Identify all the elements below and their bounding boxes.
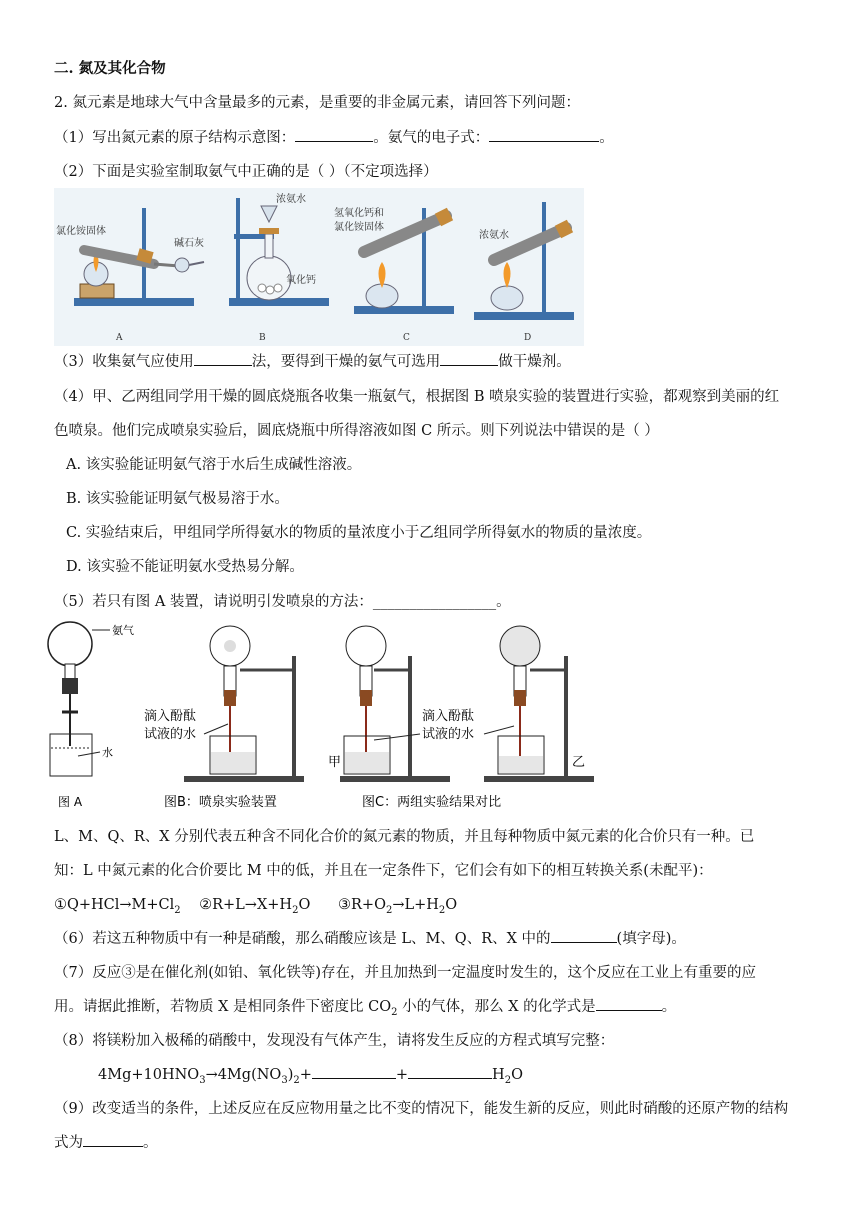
- answer-blank[interactable]: [551, 928, 617, 943]
- answer-blank[interactable]: [440, 351, 498, 366]
- answer-blank[interactable]: [295, 127, 373, 142]
- answer-blank[interactable]: [312, 1064, 396, 1079]
- fig-label: 氢氧化钙和: [334, 208, 384, 219]
- paragraph-lmqrx-line1: L、M、Q、R、X 分别代表五种含不同化合价的氮元素的物质，并且每种物质中氮元素的化合价只有一种。已: [54, 829, 755, 845]
- option-b: B. 该实验能证明氨气极易溶于水。: [66, 491, 289, 507]
- equation-blank-line: $4Mg+10HNO_3\to 4Mg(NO_3)_2+ + H_2O$: [98, 1064, 523, 1086]
- ammonia-preparation-figure: [54, 188, 584, 346]
- fig-label: 碱石灰: [174, 238, 204, 249]
- fig-label: 浓氨水: [479, 230, 509, 241]
- question-2-7-line2: 用。请据此推断，若物质 X 是相同条件下密度比 $CO_2$ 小的气体，那么 X 的化学式是 。: [54, 996, 676, 1018]
- question-2-9-line2: 式为 。: [54, 1132, 158, 1154]
- fig-caption: C: [403, 333, 410, 343]
- fig-label: 试液的水: [144, 727, 197, 742]
- option-a: A. 该实验能证明氨气溶于水后生成碱性溶液。: [66, 457, 362, 473]
- option-d: D. 该实验不能证明氨水受热易分解。: [66, 559, 304, 575]
- fig-label: 氧化钙: [286, 275, 316, 286]
- fig-caption: 图C：两组实验结果对比: [362, 795, 502, 810]
- fig-caption: 图 A: [58, 795, 83, 809]
- option-c: C. 实验结束后，甲组同学所得氨水的物质的量浓度小于乙组同学所得氨水的物质的量浓度。: [66, 525, 652, 541]
- answer-blank[interactable]: [194, 351, 252, 366]
- fig-label: 滴入酚酞: [144, 709, 197, 724]
- fig-label: 甲: [328, 755, 342, 770]
- reaction-equations: $①Q+HCl\to M+Cl_2$ $②R+L\to X+H_2O$ $③R+O_2\to L+H_2O$: [54, 897, 458, 916]
- fig-label: 氯化铵固体: [56, 226, 106, 237]
- question-2-3: （3）收集氨气应使用 法，要得到干燥的氨气可选用 做干燥剂。: [54, 351, 571, 373]
- question-2-5: （5）若只有图 A 装置，请说明引发喷泉的方法：_________________。: [54, 594, 511, 610]
- question-2-intro: 2. 氮元素是地球大气中含量最多的元素，是重要的非金属元素，请回答下列问题：: [54, 95, 580, 111]
- fig-caption: 图B：喷泉实验装置: [164, 795, 277, 810]
- answer-blank[interactable]: [83, 1132, 143, 1147]
- answer-blank[interactable]: [489, 127, 599, 142]
- question-2-4-line1: （4）甲、乙两组同学用干燥的圆底烧瓶各收集一瓶氨气，根据图 B 喷泉实验的装置进行实验，都观察到美丽的红: [54, 389, 780, 405]
- fig-label: 浓氨水: [276, 194, 306, 205]
- fig-label: 氨气: [112, 624, 134, 637]
- fountain-experiment-figure: [44, 616, 604, 812]
- question-2-4-line2: 色喷泉。他们完成喷泉实验后，圆底烧瓶中所得溶液如图 C 所示。则下列说法中错误的是（ ）: [54, 423, 659, 439]
- fig-caption: A: [116, 333, 123, 343]
- answer-blank[interactable]: [408, 1064, 492, 1079]
- fig-caption: B: [259, 333, 266, 343]
- paragraph-lmqrx-line2: 知：L 中氮元素的化合价要比 M 中的低，并且在一定条件下，它们会有如下的相互转换关系(未配平)：: [54, 863, 713, 879]
- question-2-6: （6）若这五种物质中有一种是硝酸，那么硝酸应该是 L、M、Q、R、X 中的 (填字母)。: [54, 928, 686, 950]
- fig-caption: D: [524, 333, 532, 343]
- fig-label: 乙: [572, 755, 586, 770]
- question-2-9-line1: （9）改变适当的条件，上述反应在反应物用量之比不变的情况下，能发生新的反应，则此时硝酸的还原产物的结构: [54, 1101, 789, 1117]
- answer-blank[interactable]: [596, 996, 662, 1011]
- fig-label: 水: [102, 746, 113, 759]
- question-2-8: （8）将镁粉加入极稀的硝酸中，发现没有气体产生，请将发生反应的方程式填写完整：: [54, 1033, 615, 1049]
- question-2-2: （2）下面是实验室制取氨气中正确的是（ ）（不定项选择）: [54, 164, 438, 180]
- fig-label: 试液的水: [422, 727, 475, 742]
- fig-label: 滴入酚酞: [422, 709, 475, 724]
- section-title: 二. 氮及其化合物: [54, 60, 166, 77]
- fig-label: 氯化铵固体: [334, 222, 384, 233]
- question-2-7-line1: （7）反应③是在催化剂(如铂、氧化铁等)存在，并且加热到一定温度时发生的，这个反应在工业上有重要的应: [54, 965, 757, 981]
- question-2-1: （1）写出氮元素的原子结构示意图： 。氨气的电子式： 。: [54, 127, 614, 149]
